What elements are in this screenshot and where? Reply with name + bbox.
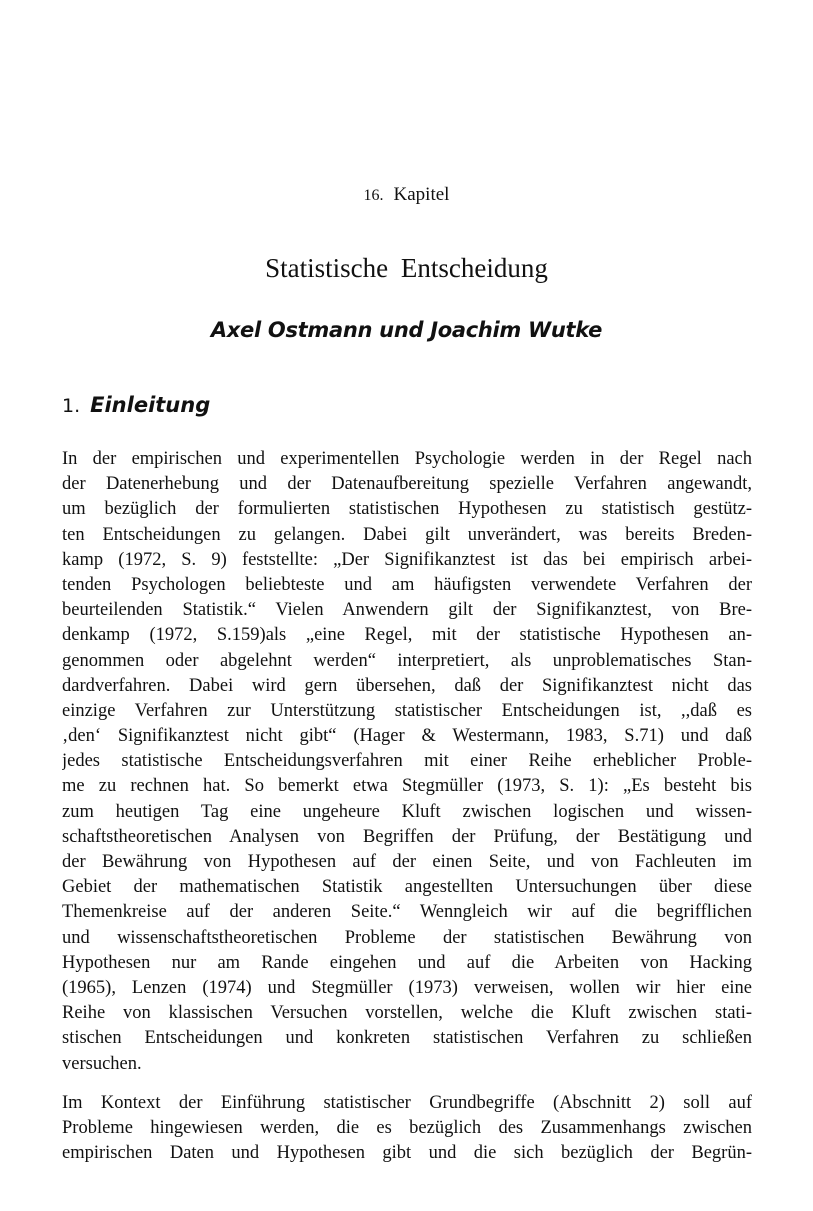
text-line: denkamp (1972, S.159)als „eine Regel, mit der statistische Hypothesen an- xyxy=(62,625,752,646)
text-line: me zu rechnen hat. So bemerkt etwa Stegmüller (1973, S. 1): „Es besteht bis xyxy=(62,776,752,797)
text-line: (1965), Lenzen (1974) und Stegmüller (1973) verweisen, wollen wir hier eine xyxy=(62,977,752,998)
text-line: ten Entscheidungen zu gelangen. Dabei gilt unverändert, was bereits Breden- xyxy=(62,524,752,545)
section-heading xyxy=(62,393,210,417)
text-line: empirischen Daten und Hypothesen gibt und die sich bezüglich der Begrün- xyxy=(62,1143,752,1164)
text-line: versuchen. xyxy=(62,1053,142,1074)
paragraph-1 xyxy=(62,447,752,1077)
section-number: 1. xyxy=(62,395,81,417)
text-line: Gebiet der mathematischen Statistik angestellten Untersuchungen über diese xyxy=(62,877,752,898)
text-line: der Bewährung von Hypothesen auf der einen Seite, und von Fachleuten im xyxy=(62,852,752,872)
text-line: ‚den‘ Signifikanztest nicht gibt“ (Hager & Westermann, 1983, S.71) und daß xyxy=(62,726,752,747)
paragraph-2 xyxy=(62,1091,752,1167)
chapter-number: 16. xyxy=(363,187,384,204)
text-line: Probleme hingewiesen werden, die es bezüglich des Zusammenhangs zwischen xyxy=(62,1118,752,1139)
text-line: schaftstheoretischen Analysen von Begriffen der Prüfung, der Bestätigung und xyxy=(62,826,752,847)
text-line: genommen oder abgelehnt werden“ interpretiert, als unproblematisches Stan- xyxy=(62,650,752,671)
text-line: Themenkreise auf der anderen Seite.“ Wenngleich wir auf die begrifflichen xyxy=(62,902,752,923)
text-line: Im Kontext der Einführung statistischer Grundbegriffe (Abschnitt 2) soll auf xyxy=(62,1093,752,1113)
text-line: Hypothesen nur am Rande eingehen und auf die Arbeiten von Hacking xyxy=(62,952,752,973)
text-line: stischen Entscheidungen und konkreten statistischen Verfahren zu schließen xyxy=(62,1028,752,1049)
text-line: jedes statistische Entscheidungsverfahren mit einer Reihe erheblicher Proble- xyxy=(62,751,752,772)
text-line: zum heutigen Tag eine ungeheure Kluft zwischen logischen und wissen- xyxy=(62,801,752,822)
chapter-title: Statistische Entscheidung xyxy=(265,253,548,283)
text-line: einzige Verfahren zur Unterstützung statistischer Entscheidungen ist, ,,daß es xyxy=(62,700,752,721)
text-line: tenden Psychologen beliebteste und am häufigsten verwendete Verfahren der xyxy=(62,574,752,595)
text-line: In der empirischen und experimentellen Psychologie werden in der Regel nach xyxy=(62,449,752,469)
text-line: Reihe von klassischen Versuchen vorstellen, welche die Kluft zwischen stati- xyxy=(62,1003,752,1024)
text-line: dardverfahren. Dabei wird gern übersehen, daß der Signifikanztest nicht das xyxy=(62,675,752,696)
chapter-label: Kapitel xyxy=(393,184,450,205)
text-line: beurteilenden Statistik.“ Vielen Anwendern gilt der Signifikanztest, von Bre- xyxy=(62,600,752,621)
text-line: und wissenschaftstheoretischen Probleme der statistischen Bewährung von xyxy=(62,927,752,948)
authors: Axel Ostmann und Joachim Wutke xyxy=(210,318,603,342)
section-title: Einleitung xyxy=(90,393,211,417)
chapter-heading xyxy=(0,184,813,206)
text-line: um bezüglich der formulierten statistischen Hypothesen zu statistisch gestütz- xyxy=(62,499,752,520)
text-line: der Datenerhebung und der Datenaufbereitung spezielle Verfahren angewandt, xyxy=(62,474,752,495)
text-line: kamp (1972, S. 9) feststellte: „Der Signifikanztest ist das bei empirisch arbei- xyxy=(62,549,752,570)
